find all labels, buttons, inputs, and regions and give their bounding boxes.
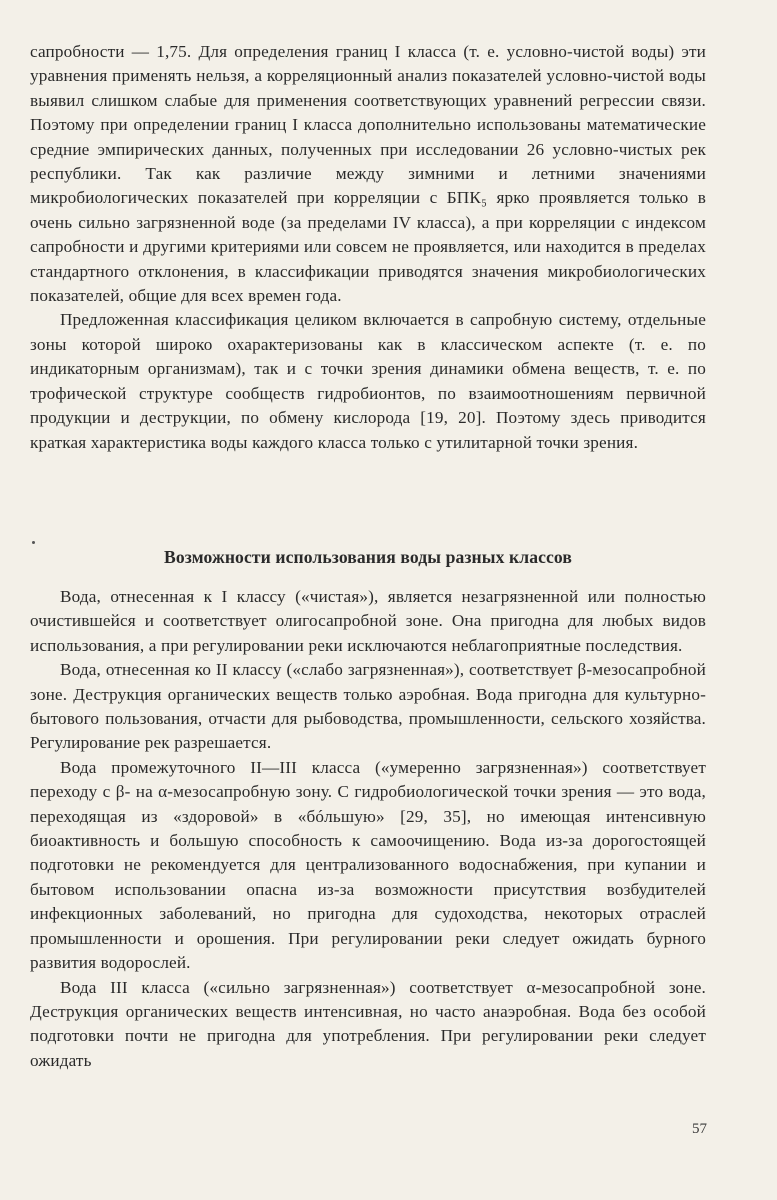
paragraph-saprobity-continuation: сапробности — 1,75. Для определения границ I класса (т. е. условно-чистой воды) эти уравнения применять нельзя, а корреляционный анализ показателей условно-чистой воды выявил слишком слабые для применения соответствующих уравнений регрессии связи. Поэтому при определении границ I класса дополнительно использованы математические средние эмпирических данных, полученных при исследовании 26 условно-чистых рек республики. Так как различие между зимними и летними значениями микробиологических показателей при корреляции с БПК₅ ярко проявляется только в очень сильно загрязненной воде (за пределами IV класса), а при корреляции с индексом сапробности и другими критериями или совсем не проявляется, или находится в пределах стандартного отклонения, в классификации приводятся значения микробиологических показателей, общие для всех времен года. <box>30 42 706 306</box>
paragraph-class-2: Вода, отнесенная ко II классу («слабо загрязненная»), соответствует β-мезосапробной зоне. Деструкция органических веществ только аэробная. Вода пригодна для культурно-бытового пользования, отчасти для рыбоводства, промышленности, сельского хозяйства. Регулирование рек разрешается. <box>30 660 706 753</box>
page-number: 57 <box>692 1121 707 1137</box>
text-block-top <box>30 40 706 455</box>
section-heading: Возможности использования воды разных классов <box>164 547 572 567</box>
text-block-bottom <box>30 585 706 1073</box>
paragraph-class-1: Вода, отнесенная к I классу («чистая»), является незагрязненной или полностью очистившейся и соответствует олигосапробной зоне. Она пригодна для любых видов использования, а при регулировании реки исключаются неблагоприятные последствия. <box>30 587 706 655</box>
paragraph-classification: Предложенная классификация целиком включается в сапробную систему, отдельные зоны которой широко охарактеризованы как в классическом аспекте (т. е. по индикаторным организмам), так и с точки зрения динамики обмена веществ, т. е. по трофической структуре сообществ гидробионтов, по взаимоотношениям первичной продукции и деструкции, по обмену кислорода [19, 20]. Поэтому здесь приводится краткая характеристика воды каждого класса только с утилитарной точки зрения. <box>30 310 706 452</box>
paragraph-class-2-3: Вода промежуточного II—III класса («умеренно загрязненная») соответствует переходу с β- на α-мезосапробную зону. С гидробиологической точки зрения — это вода, переходящая из «здоровой» в «бóльшую» [29, 35], но имеющая интенсивную биоактивность и большую способность к самоочищению. Вода из-за дорогостоящей подготовки не рекомендуется для централизованного водоснабжения, при купании и бытовом использовании опасна из-за возможности присутствия возбудителей инфекционных заболеваний, но пригодна для судоходства, некоторых отраслей промышленности и орошения. При регулировании реки следует ожидать бурного развития водорослей. <box>30 757 706 973</box>
paragraph-class-3: Вода III класса («сильно загрязненная») соответствует α-мезосапробной зоне. Деструкция органических веществ интенсивная, но часто анаэробная. Вода без особой подготовки почти не пригодна для употребления. При регулировании реки следует ожидать <box>30 977 706 1070</box>
stray-ink-mark <box>32 541 35 544</box>
